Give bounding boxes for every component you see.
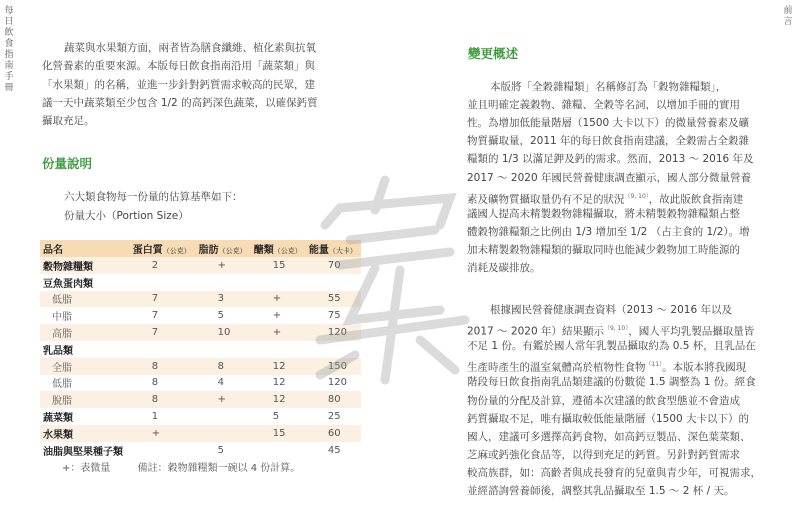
citation: （9, 10） bbox=[603, 325, 629, 333]
table-cell: + bbox=[251, 291, 306, 308]
line-text: 加未精製穀物雜糧類的攝取同時也能減少穀物加工時能源的 bbox=[467, 243, 740, 256]
column-header bbox=[196, 240, 251, 257]
paragraph-line: 議一天中蔬菜類至少包含 1/2 的高鈣深色蔬菜，以確保鈣質 bbox=[42, 96, 318, 109]
serving-intro: 六大類食物每一份量的估算基準如下： bbox=[64, 191, 243, 203]
paragraph-line bbox=[467, 447, 740, 464]
food-name: 豆魚蛋肉類 bbox=[40, 274, 130, 291]
paragraph-line: 攝取充足。 bbox=[42, 115, 95, 128]
food-name: 穀物雜糧類 bbox=[40, 257, 130, 274]
paragraph-line bbox=[467, 338, 756, 355]
table-cell: 2 bbox=[130, 257, 196, 274]
line-text: 芝麻或鈣強化食品等，以得到充足的鈣質。另針對鈣質需求 bbox=[467, 448, 740, 461]
table-cell: 5 bbox=[196, 307, 251, 324]
draft-watermark bbox=[280, 170, 480, 390]
table-cell: 120 bbox=[306, 375, 361, 392]
paragraph-line bbox=[467, 97, 740, 114]
paragraph-line bbox=[467, 411, 749, 428]
line-text: ，故此版飲食指南建 bbox=[648, 193, 744, 206]
table-cell bbox=[130, 442, 196, 459]
citation: （11） bbox=[645, 361, 663, 369]
table-cell: 8 bbox=[130, 375, 196, 392]
food-name: 中脂 bbox=[40, 307, 130, 324]
food-name: 蔬菜類 bbox=[40, 408, 130, 425]
serving-heading: 份量說明 bbox=[42, 156, 93, 171]
line-text: 根據國民營養健康調查資料（2013 ～ 2016 年以及 bbox=[490, 304, 732, 316]
table-cell bbox=[196, 274, 251, 291]
food-name: 乳品類 bbox=[40, 341, 130, 358]
paragraph-line bbox=[467, 374, 756, 391]
paragraph-line bbox=[467, 115, 749, 132]
paragraph-line bbox=[467, 429, 751, 446]
table-cell: 55 bbox=[306, 291, 361, 308]
table-cell bbox=[130, 274, 196, 291]
column-header bbox=[40, 240, 130, 257]
line-text: 2017 ～ 2020 年）結果顯示 bbox=[467, 325, 604, 338]
table-row bbox=[40, 442, 361, 459]
portion-size-label: 份量大小（Portion Size） bbox=[64, 210, 189, 222]
paragraph-line bbox=[467, 170, 751, 187]
table-cell: 7 bbox=[130, 307, 196, 324]
table-cell: 60 bbox=[306, 425, 361, 442]
food-name: 全脂 bbox=[40, 358, 130, 375]
paragraph-line bbox=[490, 302, 732, 319]
change-heading: 變更概述 bbox=[468, 46, 519, 61]
table-cell: 80 bbox=[306, 391, 361, 408]
line-text: 消耗及碳排放。 bbox=[467, 262, 541, 274]
table-row bbox=[40, 425, 361, 442]
line-text: 本版將「全穀雜糧類」名稱修訂為「穀物雜糧類」， bbox=[490, 81, 727, 93]
table-cell: + bbox=[251, 324, 306, 341]
header-label: 品名 bbox=[43, 245, 63, 256]
table-cell bbox=[196, 408, 251, 425]
line-text: 物份量的分配及計算，遵循本次建議的飲食型態並不會造成 bbox=[467, 394, 740, 407]
line-text: 性。為增加低能量階層（1500 大卡以下）的微量營養素及礦 bbox=[467, 117, 750, 130]
paragraph-line: 蔬菜與水果類方面，兩者皆為膳食纖維、植化素與抗氧 bbox=[64, 42, 316, 54]
note-symbol: +：表微量 bbox=[62, 463, 111, 474]
table-cell: 150 bbox=[306, 358, 361, 375]
paragraph-line bbox=[467, 465, 761, 482]
table-cell bbox=[196, 425, 251, 442]
paragraph-line bbox=[467, 483, 734, 500]
table-cell: 4 bbox=[196, 375, 251, 392]
table-cell: 7 bbox=[130, 291, 196, 308]
table-cell: + bbox=[196, 257, 251, 274]
header-unit: （公克） bbox=[218, 247, 247, 255]
table-cell: 45 bbox=[306, 442, 361, 459]
line-text: 。本版本將我國現 bbox=[662, 361, 747, 374]
table-cell: 12 bbox=[251, 358, 306, 375]
table-cell: 1 bbox=[130, 408, 196, 425]
table-cell: 5 bbox=[251, 408, 306, 425]
table-cell: 25 bbox=[306, 408, 361, 425]
paragraph-line: 化營養素的重要來源。本版每日飲食指南沿用「蔬菜類」與 bbox=[42, 60, 315, 73]
header-label: 醣類 bbox=[253, 245, 274, 256]
paragraph-line bbox=[467, 242, 740, 259]
table-cell: 75 bbox=[306, 307, 361, 324]
line-text: 生產時產生的溫室氣體高於植物性食物 bbox=[467, 361, 646, 374]
line-text: 鈣質攝取不足，唯有攝取較低能量階層（1500 大卡以下）的 bbox=[467, 412, 750, 425]
table-cell: 12 bbox=[251, 375, 306, 392]
paragraph-line bbox=[490, 79, 726, 96]
line-text: 議國人提高未精製穀物雜糧攝取，將未精製穀物雜糧類占整 bbox=[467, 207, 740, 220]
table-cell: 15 bbox=[251, 257, 306, 274]
header-label: 蛋白質 bbox=[132, 245, 163, 256]
line-text: 並且明確定義穀物、雜糧、全穀等名詞，以增加手冊的實用 bbox=[467, 99, 740, 112]
paragraph-line bbox=[467, 393, 740, 410]
food-name: 水果類 bbox=[40, 425, 130, 442]
food-name: 高脂 bbox=[40, 324, 130, 341]
running-head-left: 每日飲食指南手冊 bbox=[4, 6, 14, 93]
running-head-right: 前言 bbox=[783, 6, 793, 27]
line-text: 並經諮詢營養師後，調整其乳品攝取至 1.5 ～ 2 杯 / 天。 bbox=[467, 485, 735, 497]
table-cell: + bbox=[251, 307, 306, 324]
paragraph-line bbox=[467, 133, 749, 150]
column-header bbox=[130, 240, 196, 257]
table-cell: 3 bbox=[196, 291, 251, 308]
table-row bbox=[40, 391, 361, 408]
table-cell: 8 bbox=[130, 391, 196, 408]
paragraph-line: 「水果類」的名稱，並進一步針對鈣質需求較高的民眾，建 bbox=[42, 78, 315, 91]
paragraph-line bbox=[467, 206, 740, 223]
table-cell: 70 bbox=[306, 257, 361, 274]
line-text: 不足 1 份。有鑑於國人常年乳製品攝取約為 0.5 杯，且乳品在 bbox=[467, 340, 756, 353]
table-cell: 7 bbox=[130, 324, 196, 341]
table-cell: 8 bbox=[130, 358, 196, 375]
table-cell bbox=[251, 442, 306, 459]
table-cell: + bbox=[130, 425, 196, 442]
line-text: ，國人平均乳製品攝取量皆 bbox=[628, 325, 755, 338]
table-cell: 10 bbox=[196, 324, 251, 341]
paragraph-line bbox=[467, 224, 750, 241]
line-text: 糧類的 1/3 以滿足鉀及鈣的需求。然而，2013 ～ 2016 年及 bbox=[467, 153, 754, 166]
header-unit: （大卡） bbox=[328, 247, 357, 255]
line-text: 物質攝取量，2011 年的每日飲食指南建議，全穀需占全穀雜 bbox=[467, 135, 750, 148]
table-cell: 12 bbox=[251, 391, 306, 408]
table-cell: + bbox=[196, 391, 251, 408]
note-remark: 備註：穀物雜糧類一碗以 4 份計算。 bbox=[137, 463, 301, 474]
table-cell bbox=[196, 341, 251, 358]
header-unit: （公克） bbox=[273, 247, 302, 255]
line-text: 國人，建議可多選擇高鈣食物，如高鈣豆製品、深色葉菜類、 bbox=[467, 430, 751, 443]
citation: （9, 10） bbox=[624, 192, 649, 200]
table-note bbox=[62, 459, 300, 474]
line-text: 較高族群，如：高齡者與成長發育的兒童與青少年，可視需求， bbox=[467, 466, 761, 479]
table-cell: 8 bbox=[196, 358, 251, 375]
food-name: 低脂 bbox=[40, 291, 130, 308]
food-name: 低脂 bbox=[40, 375, 130, 392]
food-name: 脫脂 bbox=[40, 391, 130, 408]
table-cell: 5 bbox=[196, 442, 251, 459]
header-label: 脂肪 bbox=[198, 245, 219, 256]
food-name: 油脂與堅果種子類 bbox=[40, 442, 130, 459]
paragraph-line bbox=[467, 151, 754, 168]
table-row bbox=[40, 408, 361, 425]
line-text: 體穀物雜糧類之比例由 1/3 增加至 1/2 （占主食的 1/2）。增 bbox=[467, 225, 750, 238]
table-cell bbox=[130, 341, 196, 358]
line-text: 階段每日飲食指南乳品類建議的份數從 1.5 調整為 1 份。經食 bbox=[467, 376, 756, 389]
header-label: 能量 bbox=[308, 245, 329, 256]
table-cell: 15 bbox=[251, 425, 306, 442]
header-unit: （公克） bbox=[162, 247, 191, 255]
line-text: 素及礦物質攝取量仍有不足的狀況 bbox=[467, 193, 625, 206]
line-text: 2017 ～ 2020 年國民營養健康調查顯示，國人部分微量營養 bbox=[467, 171, 751, 184]
table-cell: 120 bbox=[306, 324, 361, 341]
